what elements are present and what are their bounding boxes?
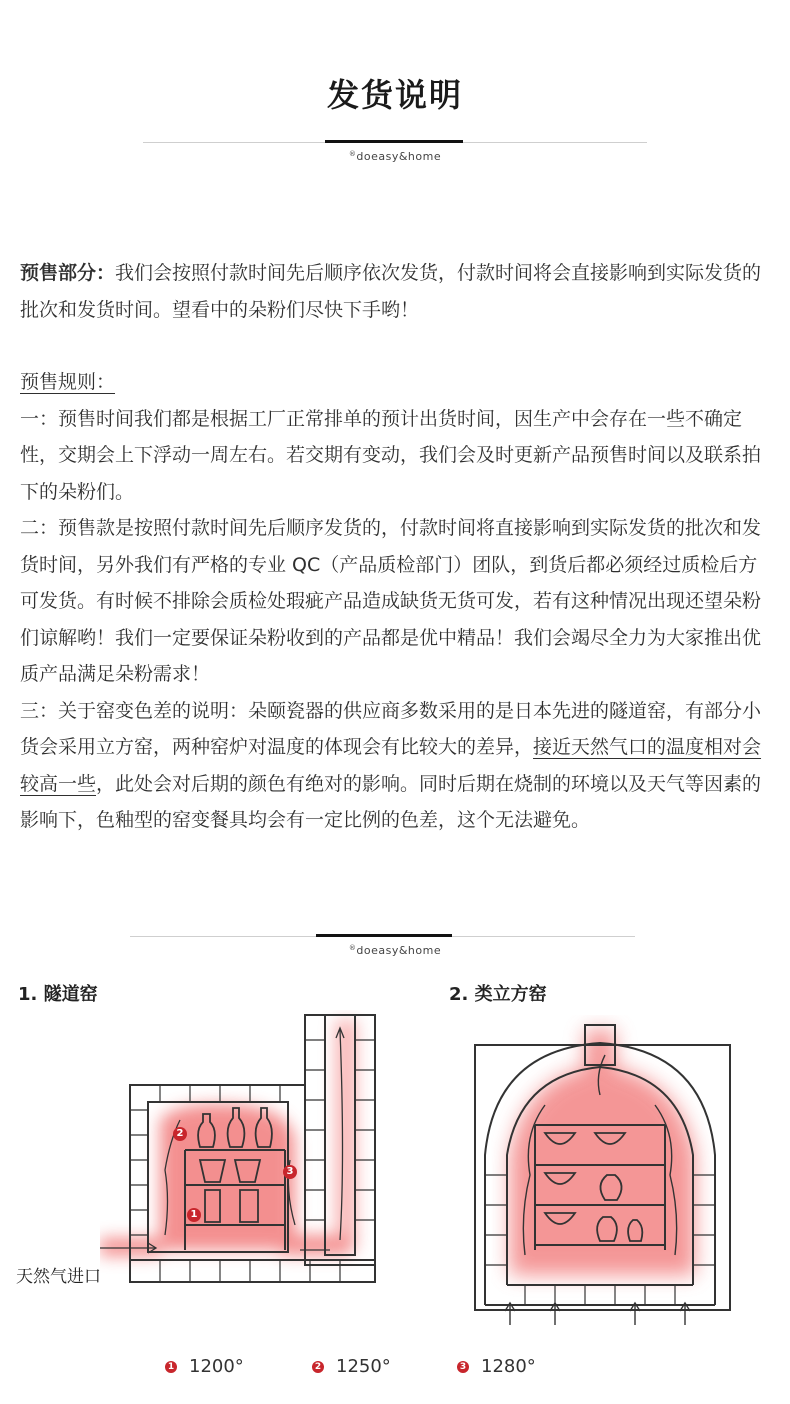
gas-inlet-note: 接近天然气口的温度相对会较高一些 <box>20 736 762 795</box>
rule-item-2: 二：预售款是按照付款时间先后顺序发货的，付款时间将直接影响到实际发货的批次和发货时间，另外我们有严格的专业 QC（产品质检部门）团队，到货后都必须经过质检后方可发货。有时候不排除会质检处瑕疵产品造成缺货无货可发，若有这种情况出现还望朵粉们谅解哟！我们一定要保证朵粉收到的产品都是优中精品！我们会竭尽全力为大家推出优质产品满足朵粉需求！ <box>20 517 762 685</box>
presale-paragraph <box>20 255 772 328</box>
cubic-kiln-diagram <box>465 1015 765 1335</box>
marker-3: 3 <box>283 1165 297 1179</box>
gas-inlet-label: 天然气进口 <box>16 1267 101 1287</box>
divider-accent-2 <box>316 934 452 937</box>
legend-marker-3: 3 <box>457 1361 469 1373</box>
rules-heading: 预售规则： <box>20 371 116 393</box>
divider-accent <box>325 140 463 143</box>
legend-item-1 <box>165 1356 244 1377</box>
rule-item-3: 三：关于窑变色差的说明：朵颐瓷器的供应商多数采用的是日本先进的隧道窑，有部分小货会采用立方窑，两种窑炉对温度的体现会有比较大的差异，接近天然气口的温度相对会较高一些，此处会对后期的颜色有绝对的影响。同时后期在烧制的环境以及天气等因素的影响下，色釉型的窑变餐具均会有一定比例的色差，这个无法避免。 <box>20 699 762 831</box>
brand-tagline-2: ®doeasy&home <box>348 944 442 957</box>
tunnel-kiln-title: 1. 隧道窑 <box>18 984 98 1005</box>
rule-item-1: 一：预售时间我们都是根据工厂正常排单的预计出货时间，因生产中会存在一些不确定性，交期会上下浮动一周左右。若交期有变动，我们会及时更新产品预售时间以及联系拍下的朵粉们。 <box>20 407 762 503</box>
notice-body <box>20 255 772 839</box>
legend-item-2 <box>312 1356 391 1377</box>
legend-temp-3: 1280° <box>481 1356 536 1377</box>
cubic-kiln-title: 2. 类立方窑 <box>449 984 547 1005</box>
marker-2: 2 <box>173 1127 187 1141</box>
presale-text: 我们会按照付款时间先后顺序依次发货，付款时间将会直接影响到实际发货的批次和发货时间。望看中的朵粉们尽快下手哟！ <box>20 262 762 321</box>
page-title: 发货说明 <box>326 76 463 114</box>
legend-temp-1: 1200° <box>189 1356 244 1377</box>
legend-temp-2: 1250° <box>336 1356 391 1377</box>
brand-tagline: ®doeasy&home <box>348 150 442 163</box>
tunnel-kiln-diagram <box>100 1010 400 1330</box>
legend-marker-2: 2 <box>312 1361 324 1373</box>
legend-item-3 <box>457 1356 536 1377</box>
legend-marker-1: 1 <box>165 1361 177 1373</box>
presale-label: 预售部分： <box>20 262 116 284</box>
marker-1: 1 <box>187 1208 201 1222</box>
